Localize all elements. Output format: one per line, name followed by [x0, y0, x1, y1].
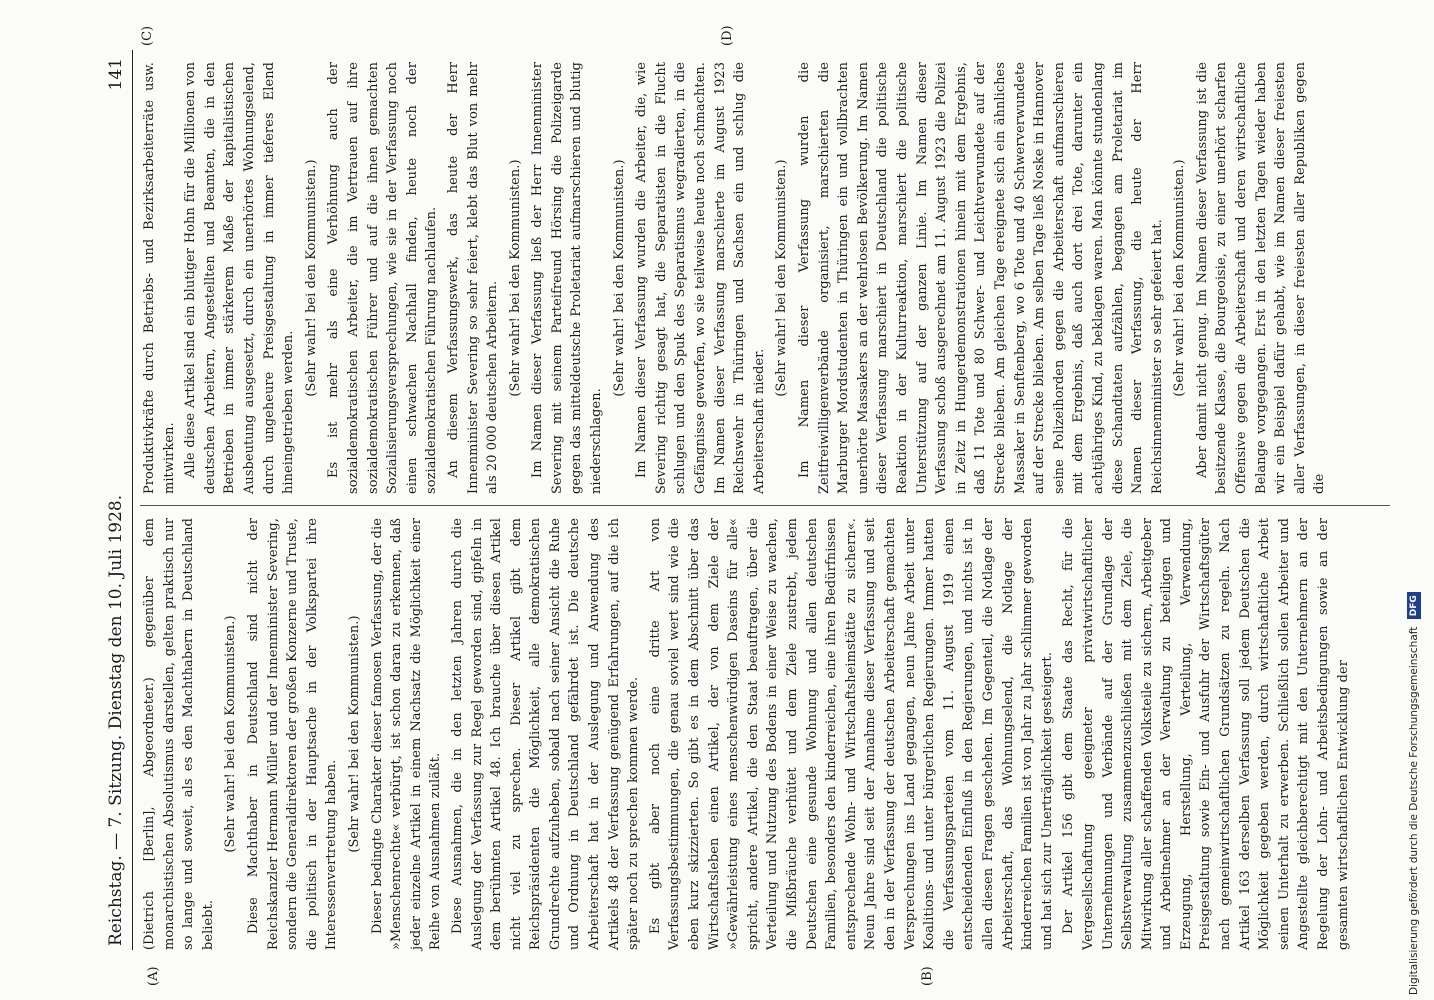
imprint-text: Digitalisierung gefördert durch die Deutsche Forschungsgemeinschaft [1408, 626, 1420, 995]
page-number: 141 [106, 58, 126, 91]
interjection: (Sehr wahr! bei den Kommunisten.) [611, 159, 627, 397]
interjection: (Sehr wahr! bei den Kommunisten.) [303, 159, 319, 397]
paragraph: Dieser bedingte Charakter dieser famosen Verfassung, der die »Menschenrechte« verbürgt, ist schon daran zu erkennen, daß jeder einzelne Artikel in einem Nachsatz die Möglichkeit einer Reihe von Ausnahmen zuläßt. [369, 518, 444, 950]
interjection: (Sehr wahr! bei den Kommunisten.) [1172, 159, 1188, 397]
text-column-left [140, 518, 1400, 950]
paragraph: Im Namen dieser Verfassung ließ der Herr Innenminister Severing mit seinem Parteifreund Hörsing die Polizeigarde gegen das mitteldeutsche Proletariat aufmarschieren und blutig niederschlagen. [530, 62, 605, 494]
dfg-logo-badge: DFG [1407, 592, 1421, 619]
column-divider [140, 505, 1390, 506]
dfg-imprint [1403, 5, 1425, 995]
text-column-right [140, 62, 1400, 494]
paragraph: Im Namen dieser Verfassung wurden die Zeitfreiwilligenverbände organisiert, marschierten die Marburger Mordstudenten in Thüringen ein und vollbrachten unerhörte Massakers an der wehrlosen Bevölkerung. Im Namen dieser Verfassung marschiert in Deutschland die politische Reaktion in der Kulturreaktion, marschiert die politische Unterstützung auf der ganzen Linie. Im Namen dieser Verfassung schoß ausgerechnet am 11. August 1923 die Polizei in Zeitz in Hungerdemonstrationen hinein mit dem Ergebnis, daß 11 Tote und 80 Schwer- und Leichtverwundete auf der Strecke blieben. Am gleichen Tage ereignete sich ein ähnliches Massaker in Senftenberg, wo 6 Tote und 40 Schwerverwundete auf der Strecke blieben. Am selben Tage ließ Noske in Hannover seine Polizeihorden gegen die Arbeiterschaft aufmarschieren mit dem Ergebnis, daß auch dort drei Tote, darunter ein achtjähriges Kind, zu beklagen waren. Man könnte stundenlang diese Schandtaten aufzählen, begangen am Proletariat im Namen dieser Verfassung, die heute der Herr Reichsinnenminister so sehr gefeiert hat. [797, 62, 1165, 494]
margin-marker-b: (B) [920, 966, 935, 986]
paragraph: Es ist mehr als eine Verhöhnung auch der sozialdemokratischen Arbeiter, die im Vertrauen auf ihre sozialdemokratischen Führer und auf die ihnen gemachten Sozialisierungsversprechungen, wie sie in der Verfassung noch einen schwachen Nachhall finden, heute noch der sozialdemokratischen Führung nachlaufen. [326, 62, 440, 494]
paragraph: Der Artikel 156 gibt dem Staate das Recht, für die Vergesellschaftung geeigneter privatwirtschaftlicher Unternehmungen und Verbände auf der Grundlage der Selbstverwaltung zusammenzuschließen mit dem Ziele, die Mitwirkung aller schaffenden Volksteile zu sichern, Arbeitgeber und Arbeitnehmer an der Verwaltung zu beteiligen und Erzeugung, Herstellung, Verteilung, Verwendung, Preisgestaltung sowie Ein- und Ausfuhr der Wirtschaftsgüter nach gemeinwirtschaftlichen Grundsätzen zu regeln. Nach Artikel 163 derselben Verfassung soll jedem Deutschen die Möglichkeit gegeben werden, durch wirtschaftliche Arbeit seinen Unterhalt zu erwerben. Schließlich sollen Arbeiter und Angestellte gleichberechtigt mit den Unternehmern an der Regelung der Lohn- und Arbeitsbedingungen sowie an der gesamten wirtschaftlichen Entwicklung der [1061, 518, 1351, 950]
rotated-text-block [100, 25, 1420, 986]
paragraph: Diese Machthaber in Deutschland sind nicht der Reichskanzler Hermann Müller und der Innenminister Severing, sondern die Generaldirektoren der großen Konzerne und Truste, die politisch in der Hauptsache in der Volkspartei ihre Interessenvertretung haben. [245, 518, 340, 950]
interjection: (Sehr wahr! bei den Kommunisten.) [774, 159, 790, 397]
paragraph: Aber damit nicht genug. Im Namen dieser Verfassung ist die besitzende Klasse, die Bourgeoisie, zu einer unerhört scharfen Offensive gegen die Arbeiterschaft und deren wirtschaftliche Belange vorgegangen. Erst in den letzten Tagen wieder haben wir ein Beispiel dafür gehabt, wie im Namen dieser freiesten aller Verfassungen, in dieser freiesten aller Republiken gegen die [1194, 62, 1328, 494]
header-title: Reichstag. — 7. Sitzung. Dienstag den 10. Juli 1928. [106, 494, 126, 946]
margin-marker-d: (D) [720, 25, 735, 46]
interjection: (Sehr wahr! bei den Kommunisten.) [346, 615, 362, 853]
paragraph: Alle diese Artikel sind ein blutiger Hohn für die Millionen von deutschen Arbeitern, Angestellten und Beamten, die in den Betrieben in immer stärkerem Maße der kapitalistischen Ausbeutung ausgesetzt, durch ein unerhörtes Wohnungselend, durch ungeheure Preisgestaltung in immer tieferes Elend hineingetrieben werden. [183, 62, 297, 494]
paragraph: (Dietrich [Berlin], Abgeordneter.) gegenüber dem monarchistischen Absolutismus darstellen, gelten praktisch nur so lange und soweit, als es den Machthabern in Deutschland beliebt. [142, 518, 216, 950]
paragraph: Produktivkräfte durch Betriebs- und Bezirksarbeiterräte usw. mitwirken. [142, 62, 177, 494]
paragraph: Im Namen dieser Verfassung wurden die Arbeiter, die, wie Severing richtig gesagt hat, die Separatisten in die Flucht schlugen und den Spuk des Separatismus wegradierten, in die Gefängnisse geworfen, wo sie teilweise heute noch schmachten. Im Namen dieser Verfassung marschierte im August 1923 Reichswehr in Thüringen und Sachsen ein und schlug die Arbeiterschaft nieder. [634, 62, 767, 494]
interjection: (Sehr wahr! bei den Kommunisten.) [507, 159, 523, 397]
interjection: (Sehr wahr! bei den Kommunisten.) [223, 615, 239, 853]
paragraph: Es gibt aber noch eine dritte Art von Verfassungsbestimmungen, die genau soviel wert sind wie die eben kurz skizzierten. So gibt es in dem Abschnitt über das Wirtschaftsleben einen Artikel, der von dem Ziele der »Gewährleistung eines menschenwürdigen Daseins für alle« spricht, andere Artikel, die den Staat beauftragen, über die Verteilung und Nutzung des Bodens in einer Weise zu wachen, die Mißbräuche verhütet und dem Ziele zustrebt, jedem Deutschen eine gesunde Wohnung und allen deutschen Familien, besonders den kinderreichen, eine ihren Bedürfnissen entsprechende Wohn- und Wirtschaftsheimstätte zu sichern«. Neun Jahre sind seit der Annahme dieser Verfassung und seit den in der Verfassung der deutschen Arbeiterschaft gemachten Versprechungen ins Land gegangen, neun Jahre Arbeit unter Koalitions- und unter bürgerlichen Regierungen. Immer hatten die Verfassungsparteien vom 11. August 1919 einen entscheidenden Einfluß in den Regierungen, und nichts ist in allen diesen Fragen geschehen. Im Gegenteil, die Notlage der Arbeiterschaft, das Wohnungselend, die Notlage der kinderreichen Familien ist von Jahr zu Jahr schlimmer geworden und hat sich zur Unerträglichkeit gesteigert. [647, 518, 1055, 950]
margin-marker-c: (C) [140, 25, 155, 46]
running-head [100, 50, 133, 950]
margin-marker-a: (A) [146, 966, 161, 986]
paragraph: An diesem Verfassungswerk, das heute der Herr Innenminister Severing so sehr feiert, klebt das Blut von mehr als 20 000 deutschen Arbeitern. [445, 62, 501, 494]
paragraph: Diese Ausnahmen, die in den letzten Jahren durch die Auslegung der Verfassung zur Regel geworden sind, gipfeln in dem berühmten Artikel 48. Ich brauche über diesen Artikel nicht viel zu sprechen. Dieser Artikel gibt dem Reichspräsidenten die Möglichkeit, alle demokratischen Grundrechte aufzuheben, sobald nach seiner Ansicht die Ruhe und Ordnung in Deutschland gefährdet ist. Die deutsche Arbeiterschaft hat in der Auslegung und Anwendung des Artikels 48 der Verfassung genügend Erfahrungen, auf die ich später noch zu sprechen kommen werde. [449, 518, 642, 950]
